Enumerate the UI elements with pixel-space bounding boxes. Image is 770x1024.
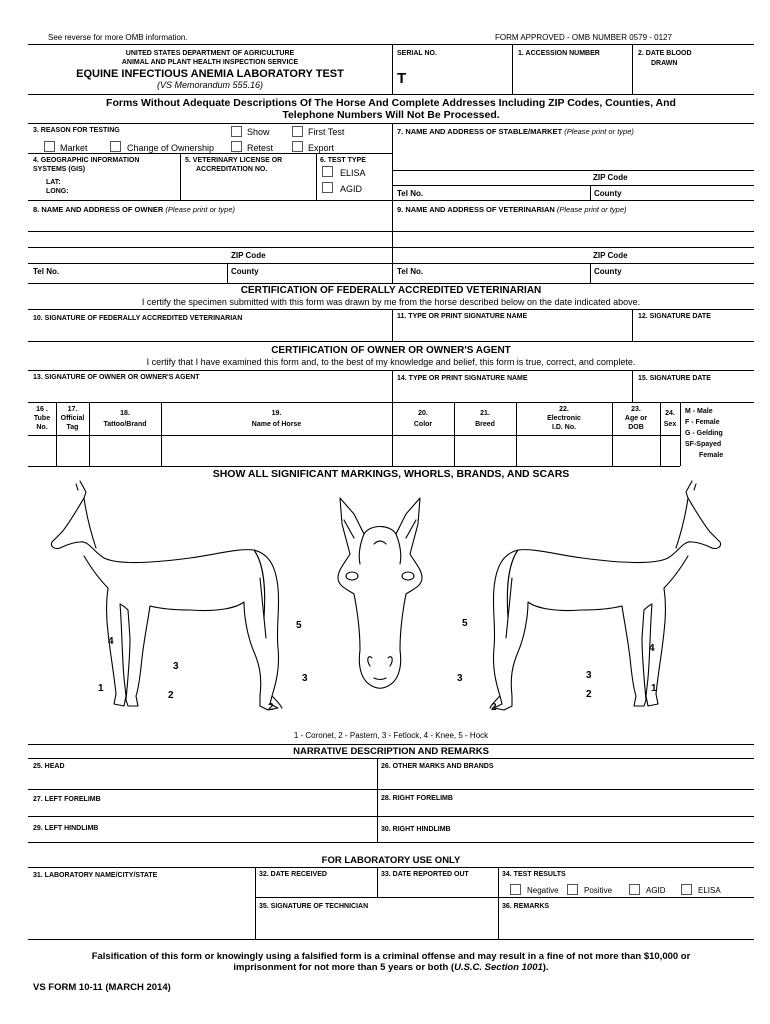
agid-result-label: AGID <box>646 886 666 895</box>
positive-checkbox[interactable] <box>567 884 578 895</box>
accession-label[interactable]: 1. ACCESSION NUMBER <box>518 50 600 57</box>
vet-signature-label[interactable]: 10. SIGNATURE OF FEDERALLY ACCREDITED VETERINARIAN <box>33 315 243 322</box>
cert-vet-title: CERTIFICATION OF FEDERALLY ACCREDITED VETERINARIAN <box>240 285 542 296</box>
vet-zip[interactable]: ZIP Code <box>593 251 628 260</box>
other-marks-label[interactable]: 26. OTHER MARKS AND BRANDS <box>381 763 494 770</box>
left-hindlimb-label[interactable]: 29. LEFT HINDLIMB <box>33 825 99 832</box>
first-test-checkbox[interactable] <box>292 126 303 137</box>
warning-line-1: Forms Without Adequate Descriptions Of The Horse And Complete Addresses Including ZIP Codes, Counties, And <box>106 97 676 109</box>
marker-3-right-hind: 3 <box>457 673 463 684</box>
col-name-header: 19. Name of Horse <box>251 410 302 428</box>
col-sex-header: 24. Sex <box>663 410 677 428</box>
date-drawn-label[interactable]: 2. DATE BLOOD <box>638 50 692 57</box>
owner-tel[interactable]: Tel No. <box>33 267 60 276</box>
market-checkbox[interactable] <box>44 141 55 152</box>
agid-type-checkbox[interactable] <box>322 182 333 193</box>
owner-print-name-label[interactable]: 14. TYPE OR PRINT SIGNATURE NAME <box>397 375 528 382</box>
elisa-type-checkbox[interactable] <box>322 166 333 177</box>
marker-3-left: 3 <box>173 661 179 672</box>
stable-zip[interactable]: ZIP Code <box>593 173 628 182</box>
falsification-line-1: Falsification of this form or knowingly using a falsified form is a criminal offense and may result in a fine of not more than $10,000 or <box>91 951 691 962</box>
owner-county[interactable]: County <box>231 267 259 276</box>
first-test-label: First Test <box>308 127 345 137</box>
horse-right-side-diagram[interactable] <box>462 478 732 718</box>
owner-signature-label[interactable]: 13. SIGNATURE OF OWNER OR OWNER'S AGENT <box>33 374 200 381</box>
gis-label-2: SYSTEMS (GIS) <box>33 166 86 173</box>
marker-2-right-hind: 2 <box>491 702 497 713</box>
omb-info: See reverse for more OMB information. <box>48 33 188 42</box>
agid-type-label: AGID <box>340 184 363 194</box>
date-drawn-label-2: DRAWN <box>651 60 678 67</box>
elisa-type-label: ELISA <box>340 168 366 178</box>
stable-tel[interactable]: Tel No. <box>397 189 424 198</box>
show-checkbox[interactable] <box>231 126 242 137</box>
col-eid-header: 22. Electronic I.D. No. <box>547 406 581 431</box>
vet-signature-date-label[interactable]: 12. SIGNATURE DATE <box>638 313 711 320</box>
marker-5-left: 5 <box>296 620 302 631</box>
long-label[interactable]: LONG: <box>46 188 69 195</box>
horse-left-side-diagram[interactable] <box>40 478 310 718</box>
owner-signature-date-label[interactable]: 15. SIGNATURE DATE <box>638 375 711 382</box>
license-label[interactable]: 5. VETERINARY LICENSE OR <box>185 157 283 164</box>
cert-vet-text: I certify the specimen submitted with this form was drawn by me from the horse described below on the date indicated above. <box>141 297 641 307</box>
col-age-header: 23. Age or DOB <box>624 406 648 431</box>
col-tag-header: 17. Official Tag <box>60 406 85 431</box>
form-id: VS FORM 10-11 (MARCH 2014) <box>33 982 171 993</box>
agency-line-2: ANIMAL AND PLANT HEALTH INSPECTION SERVICE <box>121 59 299 66</box>
show-label: Show <box>247 127 270 137</box>
marker-1-left: 1 <box>98 683 104 694</box>
form-approved: FORM APPROVED - OMB NUMBER 0579 - 0127 <box>495 33 672 42</box>
change-ownership-label: Change of Ownership <box>127 143 215 153</box>
vet-print-name-label[interactable]: 11. TYPE OR PRINT SIGNATURE NAME <box>397 313 528 320</box>
left-forelimb-label[interactable]: 27. LEFT FORELIMB <box>33 796 101 803</box>
agency-line-1: UNITED STATES DEPARTMENT OF AGRICULTURE <box>125 50 295 57</box>
lab-name-label[interactable]: 31. LABORATORY NAME/CITY/STATE <box>33 872 158 879</box>
marker-2-left-hind: 2 <box>268 702 274 713</box>
marker-4-right: 4 <box>649 643 655 654</box>
license-label-2: ACCREDITATION NO. <box>196 166 268 173</box>
horse-head-front-diagram[interactable] <box>330 494 430 694</box>
owner-zip[interactable]: ZIP Code <box>231 251 266 260</box>
elisa-result-checkbox[interactable] <box>681 884 692 895</box>
positive-label: Positive <box>584 886 613 895</box>
vet-tel[interactable]: Tel No. <box>397 267 424 276</box>
markings-title: SHOW ALL SIGNIFICANT MARKINGS, WHORLS, BRANDS, AND SCARS <box>212 468 570 480</box>
vet-county[interactable]: County <box>594 267 622 276</box>
cert-owner-text: I certify that I have examined this form and, to the best of my knowledge and belief, this form is true, correct, and complete. <box>146 357 636 367</box>
lab-title: FOR LABORATORY USE ONLY <box>321 855 461 866</box>
gis-label: 4. GEOGRAPHIC INFORMATION <box>33 157 140 164</box>
retest-checkbox[interactable] <box>231 141 242 152</box>
remarks-label[interactable]: 36. REMARKS <box>502 903 550 910</box>
negative-label: Negative <box>527 886 559 895</box>
date-reported-label[interactable]: 33. DATE REPORTED OUT <box>381 871 469 878</box>
head-label[interactable]: 25. HEAD <box>33 763 65 770</box>
date-received-label[interactable]: 32. DATE RECEIVED <box>259 871 327 878</box>
serial-value[interactable]: T <box>397 70 407 87</box>
agid-result-checkbox[interactable] <box>629 884 640 895</box>
market-label: Market <box>60 143 88 153</box>
falsification-line-2: imprisonment for not more than 5 years or both (U.S.C. Section 1001). <box>233 962 549 973</box>
right-forelimb-label[interactable]: 28. RIGHT FORELIMB <box>381 795 453 802</box>
owner-label: 8. NAME AND ADDRESS OF OWNER (Please print or type) <box>33 205 236 214</box>
test-type-label: 6. TEST TYPE <box>320 157 366 164</box>
marker-1-right: 1 <box>651 683 657 694</box>
elisa-result-label: ELISA <box>698 886 721 895</box>
technician-signature-label[interactable]: 35. SIGNATURE OF TECHNICIAN <box>259 903 369 910</box>
stable-label: 7. NAME AND ADDRESS OF STABLE/MARKET (Please print or type) <box>397 127 634 136</box>
markings-legend: 1 - Coronet, 2 - Pastern, 3 - Fetlock, 4 - Knee, 5 - Hock <box>293 731 489 740</box>
vs-memo: (VS Memorandum 555.16) <box>156 80 264 90</box>
change-ownership-checkbox[interactable] <box>110 141 121 152</box>
narrative-title: NARRATIVE DESCRIPTION AND REMARKS <box>293 746 489 757</box>
col-color-header: 20. Color <box>413 410 433 428</box>
marker-4-left: 4 <box>108 636 114 647</box>
cert-owner-title: CERTIFICATION OF OWNER OR OWNER'S AGENT <box>271 345 511 356</box>
reason-label: 3. REASON FOR TESTING <box>33 127 120 134</box>
col-breed-header: 21. Breed <box>475 410 495 428</box>
warning-line-2: Telephone Numbers Will Not Be Processed. <box>282 109 500 121</box>
serial-label: SERIAL NO. <box>397 50 437 57</box>
marker-3-left-hind: 3 <box>302 673 308 684</box>
export-checkbox[interactable] <box>292 141 303 152</box>
right-hindlimb-label[interactable]: 30. RIGHT HINDLIMB <box>381 826 451 833</box>
col-tattoo-header: 18. Tattoo/Brand <box>103 410 147 428</box>
marker-2-right: 2 <box>586 689 592 700</box>
sex-legend: M - Male F - Female G - Gelding SF-Spayed Female <box>685 408 724 459</box>
stable-county[interactable]: County <box>594 189 622 198</box>
marker-3-right: 3 <box>586 670 592 681</box>
retest-label: Retest <box>247 143 274 153</box>
vet-label: 9. NAME AND ADDRESS OF VETERINARIAN (Please print or type) <box>397 205 627 214</box>
col-tube-header: 16 . Tube No. <box>33 406 51 431</box>
export-label: Export <box>308 143 335 153</box>
marker-5-right: 5 <box>462 618 468 629</box>
form-title: EQUINE INFECTIOUS ANEMIA LABORATORY TEST <box>76 68 344 80</box>
lat-label[interactable]: LAT: <box>46 179 61 186</box>
test-results-label: 34. TEST RESULTS <box>502 871 566 878</box>
negative-checkbox[interactable] <box>510 884 521 895</box>
marker-2-left: 2 <box>168 690 174 701</box>
